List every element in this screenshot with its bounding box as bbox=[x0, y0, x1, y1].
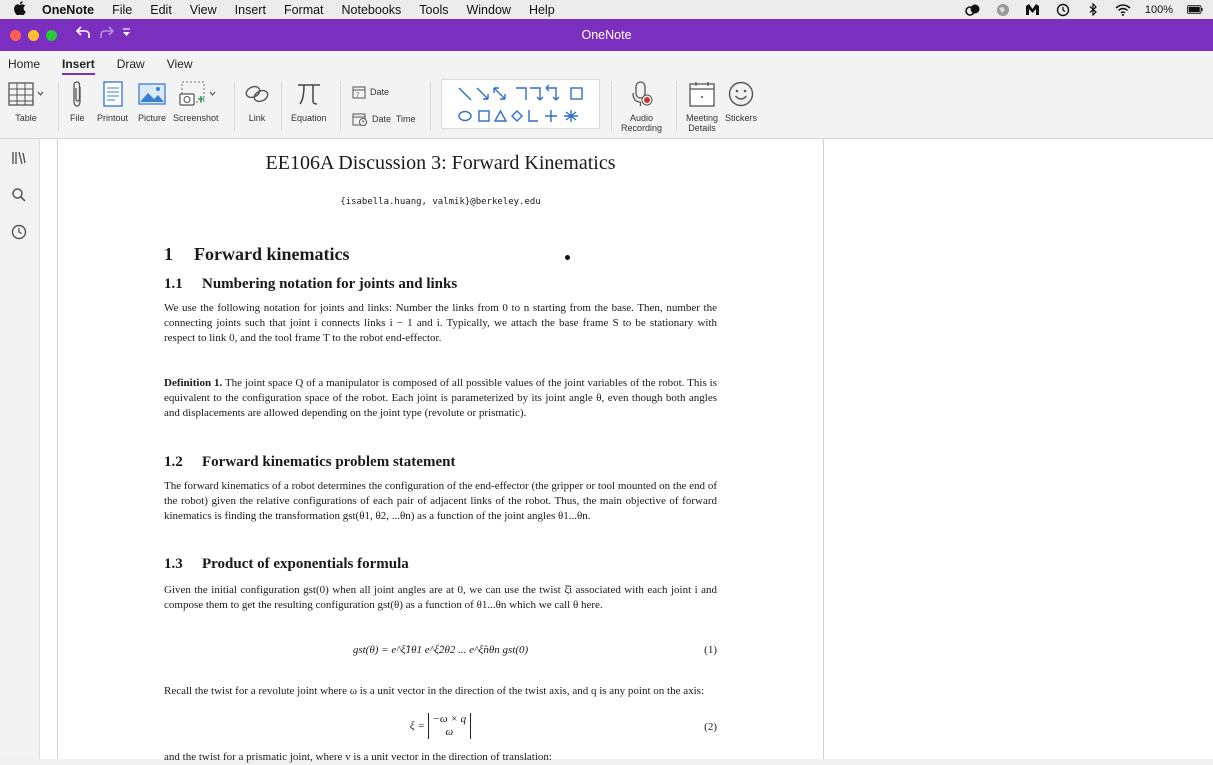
globe-icon[interactable] bbox=[995, 3, 1011, 17]
link-label: Link bbox=[248, 113, 266, 123]
screenshot-label: Screenshot bbox=[173, 113, 219, 123]
printout-label: Printout bbox=[97, 113, 129, 123]
screenshot-button[interactable] bbox=[173, 79, 219, 123]
picture-icon bbox=[138, 79, 166, 109]
link-button[interactable] bbox=[244, 79, 270, 123]
menu-file[interactable]: File bbox=[112, 2, 133, 17]
equation-2-number: (2) bbox=[704, 721, 717, 733]
meeting-details-button[interactable] bbox=[686, 79, 718, 133]
section-1-title: Forward kinematics bbox=[194, 244, 350, 264]
paragraph-notation: We use the following notation for joints and links: Number the links from 0 to n starting from the base. Then, number the connecting joints such that joint i connects links i − 1 and i. Typically, we attach the base frame S to be stationary with respect to link 0, and the tool frame T to the robot end-effector. bbox=[164, 302, 717, 344]
calendar-clock-icon bbox=[352, 112, 368, 126]
equation-1-number: (1) bbox=[704, 644, 717, 656]
creative-cloud-icon[interactable] bbox=[965, 3, 981, 17]
table-button[interactable] bbox=[8, 79, 44, 123]
smiley-sticker-icon bbox=[727, 79, 755, 109]
paragraph-poe: Given the initial configuration gst(0) when all joint angles are at 0, we can use the twist ξ̂i associated with each joint i and compose them to get the resulting configuration gst(θ) as a function of θ1...θn which we call θ here. bbox=[164, 584, 717, 611]
stickers-button[interactable] bbox=[725, 79, 757, 123]
ribbon-separator bbox=[340, 81, 341, 131]
ribbon-separator bbox=[58, 81, 59, 131]
definition-1-paragraph bbox=[164, 376, 717, 421]
battery-icon[interactable] bbox=[1187, 3, 1203, 17]
menu-app-name[interactable]: OneNote bbox=[42, 2, 95, 17]
printout-button[interactable] bbox=[97, 79, 128, 123]
svg-text:7: 7 bbox=[356, 93, 360, 99]
malwarebytes-icon[interactable] bbox=[1025, 3, 1041, 17]
insert-ribbon bbox=[0, 75, 1213, 139]
equation-2-top: −ω × q bbox=[432, 713, 467, 725]
meeting-details-label-line2: Details bbox=[688, 123, 716, 133]
audio-recording-button[interactable] bbox=[621, 79, 662, 133]
audio-recording-label-line1: Audio bbox=[630, 113, 654, 123]
ribbon-separator bbox=[611, 81, 612, 131]
section-1-3-title: Product of exponentials formula bbox=[202, 556, 409, 572]
document-title: EE106A Discussion 3: Forward Kinematics bbox=[265, 152, 616, 174]
menu-edit[interactable]: Edit bbox=[150, 2, 172, 17]
microphone-record-icon bbox=[630, 79, 654, 109]
document-authors-email: {isabella.huang, valmik}@berkeley.edu bbox=[340, 197, 541, 207]
section-1-3-number: 1.3 bbox=[164, 556, 183, 572]
tab-view[interactable]: View bbox=[166, 57, 193, 71]
table-label: Table bbox=[15, 113, 37, 123]
ribbon-tabs bbox=[0, 51, 1213, 75]
search-icon[interactable] bbox=[10, 186, 28, 204]
macos-menubar bbox=[0, 0, 1213, 19]
section-1-2-number: 1.2 bbox=[164, 454, 183, 470]
section-1-number: 1 bbox=[164, 244, 173, 264]
audio-recording-label-line2: Recording bbox=[621, 123, 663, 133]
section-1-1-heading bbox=[164, 276, 457, 293]
menu-format[interactable]: Format bbox=[283, 2, 324, 17]
tab-draw[interactable]: Draw bbox=[116, 57, 145, 71]
file-label: File bbox=[70, 113, 85, 123]
window-title: OneNote bbox=[581, 28, 632, 42]
equation-2-lhs: ξ = bbox=[409, 720, 425, 732]
equation-button[interactable] bbox=[291, 79, 327, 123]
pi-equation-icon bbox=[296, 79, 322, 109]
meeting-details-label-line1: Meeting bbox=[686, 113, 719, 123]
ribbon-separator bbox=[281, 81, 282, 131]
recent-notes-clock-icon[interactable] bbox=[10, 223, 28, 241]
calendar-icon bbox=[352, 85, 366, 99]
table-icon bbox=[8, 79, 44, 109]
equation-2-matrix bbox=[428, 713, 472, 739]
tab-home[interactable]: Home bbox=[8, 57, 41, 71]
section-1-heading bbox=[164, 244, 349, 265]
paragraph-prismatic-twist: and the twist for a prismatic joint, where v is a unit vector in the direction of translation: bbox=[164, 751, 552, 763]
battery-percent: 100% bbox=[1144, 3, 1173, 16]
menu-tools[interactable]: Tools bbox=[419, 2, 449, 17]
ribbon-separator bbox=[676, 81, 677, 131]
equation-label: Equation bbox=[291, 113, 327, 123]
meeting-calendar-icon bbox=[688, 79, 716, 109]
picture-button[interactable] bbox=[138, 79, 166, 123]
date-time-button[interactable] bbox=[352, 112, 416, 126]
section-1-3-heading bbox=[164, 556, 409, 573]
equation-1 bbox=[164, 644, 717, 660]
tab-insert[interactable]: Insert bbox=[62, 57, 95, 75]
stickers-label: Stickers bbox=[725, 113, 758, 123]
picture-label: Picture bbox=[138, 113, 167, 123]
section-1-1-number: 1.1 bbox=[164, 276, 183, 292]
menu-view[interactable]: View bbox=[189, 2, 217, 17]
section-1-2-heading bbox=[164, 454, 455, 471]
date-label: Date bbox=[370, 87, 390, 97]
menu-help[interactable]: Help bbox=[528, 2, 555, 17]
menu-window[interactable]: Window bbox=[466, 2, 511, 17]
date-time-label: Date Time bbox=[372, 114, 416, 124]
section-1-2-title: Forward kinematics problem statement bbox=[202, 454, 456, 470]
screenshot-icon bbox=[174, 79, 218, 109]
equation-1-body: gst(θ) = e^ξ̂1θ1 e^ξ̂2θ2 ... e^ξ̂nθn gst(0) bbox=[352, 644, 529, 656]
definition-1-text: The joint space Q of a manipulator is composed of all possible values of the joint variables of the robot. This is equivalent to the configuration space of the robot. Each joint is parameterized by its joint angle θ, even though both angles and displacements are allowed depending on the joint type (revolute or prismatic). bbox=[164, 377, 717, 419]
ribbon-separator bbox=[430, 81, 431, 131]
window-titlebar bbox=[0, 19, 1213, 51]
menu-insert[interactable]: Insert bbox=[234, 2, 266, 17]
shapes-gallery[interactable] bbox=[441, 79, 600, 129]
definition-1-label: Definition 1. bbox=[164, 377, 223, 389]
notebooks-icon[interactable] bbox=[10, 149, 28, 167]
paperclip-icon bbox=[70, 79, 84, 109]
file-attachment-button[interactable] bbox=[70, 79, 85, 123]
wifi-icon[interactable] bbox=[1115, 3, 1131, 17]
link-icon bbox=[244, 79, 270, 109]
apple-menu-icon[interactable] bbox=[14, 1, 28, 18]
time-machine-icon[interactable] bbox=[1055, 3, 1071, 17]
ink-dot bbox=[565, 255, 570, 260]
section-1-1-title: Numbering notation for joints and links bbox=[202, 276, 458, 292]
menu-notebooks[interactable]: Notebooks bbox=[341, 2, 402, 17]
equation-2-bottom: ω bbox=[445, 726, 454, 738]
ribbon-separator bbox=[234, 81, 235, 131]
navigation-sidebar bbox=[0, 139, 40, 759]
printout-page[interactable] bbox=[57, 139, 824, 759]
bluetooth-icon[interactable] bbox=[1085, 3, 1101, 17]
paragraph-revolute-twist: Recall the twist for a revolute joint where ω is a unit vector in the direction of the twist axis, and q is any point on the axis: bbox=[164, 685, 705, 697]
printout-icon bbox=[102, 79, 124, 109]
paragraph-problem-statement: The forward kinematics of a robot determines the configuration of the end-effector (the gripper or tool mounted on the end of the robot) given the relative configurations of each pair of adjacent links of the robot. Thus, the main objective of forward kinematics is finding the transformation gst(θ1, θ2, ...θn) as a function of the joint angles θ1...θn. bbox=[164, 480, 717, 522]
date-button[interactable] bbox=[352, 85, 389, 99]
equation-2 bbox=[164, 713, 717, 745]
shapes-gallery-icon bbox=[442, 80, 601, 130]
